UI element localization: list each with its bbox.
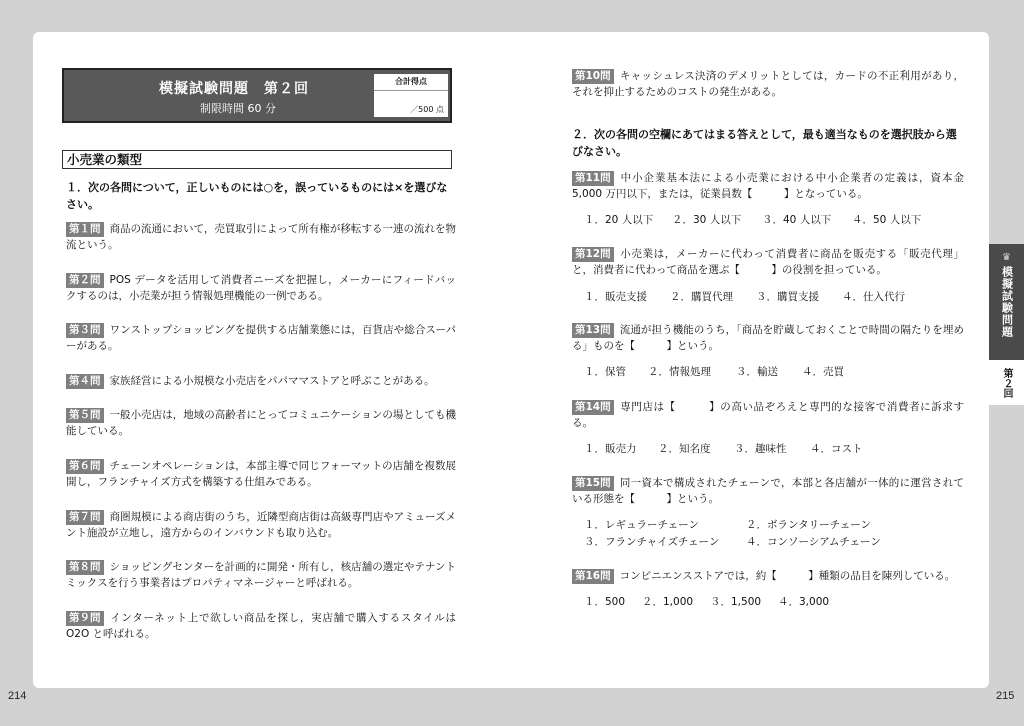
question-text: チェーンオペレーションは，本部主導で同じフォーマットの店舗を複数展開し，フランチャイズ方式を構築する仕組みである。	[66, 460, 456, 488]
question-7	[66, 509, 456, 541]
option[interactable]: １．販売支援	[584, 291, 647, 303]
score-box	[374, 74, 448, 117]
question-label: 第３問	[66, 323, 104, 338]
question-label: 第７問	[66, 510, 104, 525]
question-text: 商品の流通において，売買取引によって所有権が移転する一連の流れを物流という。	[66, 223, 456, 251]
question-label: 第９問	[66, 611, 104, 626]
option[interactable]: ４．仕入代行	[842, 291, 905, 303]
question-text: ショッピングセンターを計画的に開発・所有し，核店舗の選定やテナントミックスを行う事業者はプロパティマネージャーと呼ばれる。	[66, 561, 456, 589]
score-total: ／500 点	[410, 105, 444, 114]
question-label: 第11問	[572, 171, 614, 186]
question-4	[66, 373, 456, 389]
question-label: 第13問	[572, 323, 614, 338]
options-15	[584, 517, 964, 551]
question-label: 第１問	[66, 222, 104, 237]
question-text: 中小企業基本法による小売業における中小企業者の定義は，資本金 5,000 万円以下，または，従業員数【 】となっている。	[572, 172, 964, 200]
question-label: 第12問	[572, 247, 614, 262]
question-label: 第２問	[66, 273, 104, 288]
question-10	[572, 68, 964, 100]
option[interactable]: １．20 人以下	[584, 214, 654, 226]
question-label: 第８問	[66, 560, 104, 575]
question-text: キャッシュレス決済のデメリットとしては，カードの不正利用があり，それを抑止するためのコストの発生がある。	[572, 70, 964, 98]
question-16	[572, 568, 964, 584]
option[interactable]: １．保管	[584, 366, 626, 378]
option[interactable]: １．500	[584, 596, 626, 608]
side-tab-label: 模擬試験問題	[1000, 266, 1014, 338]
question-text: 一般小売店は，地域の高齢者にとってコミュニケーションの場としても機能している。	[66, 409, 456, 437]
option[interactable]: ３．趣味性	[734, 443, 787, 455]
option[interactable]: ４．50 人以下	[852, 214, 922, 226]
question-3	[66, 322, 456, 354]
option[interactable]: ４．コンソーシアムチェーン	[746, 536, 881, 548]
score-label: 合計得点	[395, 77, 427, 86]
question-text: ワンストップショッピングを提供する店舗業態には，百貨店や総合スーパーがある。	[66, 324, 456, 352]
time-limit: 制限時間 60 分	[200, 102, 276, 115]
question-label: 第10問	[572, 69, 614, 84]
question-label: 第５問	[66, 408, 104, 423]
option[interactable]: ４．コスト	[810, 443, 863, 455]
option[interactable]: ２．情報処理	[648, 366, 711, 378]
question-12	[572, 246, 964, 278]
section-title: 小売業の類型	[62, 150, 452, 169]
question-text: 小売業は，メーカーに代わって消費者に商品を販売する「販売代理」と，消費者に代わって商品を選ぶ【 】の役割を担っている。	[572, 248, 964, 276]
question-8	[66, 559, 456, 591]
question-11	[572, 170, 964, 202]
option[interactable]: ３．フランチャイズチェーン	[584, 536, 720, 548]
question-text: 家族経営による小規模な小売店をパパママストアと呼ぶことがある。	[109, 375, 435, 387]
exam-header	[62, 68, 452, 123]
question-15	[572, 475, 964, 507]
side-tab-round-label: 第２回	[1001, 367, 1012, 398]
page-number-right: 215	[996, 690, 1015, 702]
question-text: 商圏規模による商店街のうち，近隣型商店街は高級専門店やアミューズメント施設が立地し，遠方からのインバウンドも取り込む。	[66, 511, 456, 539]
option[interactable]: ３．40 人以下	[762, 214, 832, 226]
question-2	[66, 272, 456, 304]
option[interactable]: ２．購買代理	[670, 291, 733, 303]
question-label: 第４問	[66, 374, 104, 389]
instruction-2: ２．次の各問の空欄にあてはまる答えとして，最も適当なものを選択肢から選びなさい。	[572, 128, 957, 158]
question-label: 第15問	[572, 476, 614, 491]
option[interactable]: ３．購買支援	[756, 291, 819, 303]
exam-title: 模擬試験問題 第２回	[159, 81, 309, 97]
page-number-left: 214	[8, 690, 27, 702]
question-1	[66, 221, 456, 253]
question-5	[66, 407, 456, 439]
option[interactable]: ２．1,000	[642, 596, 694, 608]
side-tab	[989, 244, 1024, 360]
crown-icon: ♛	[1002, 252, 1011, 263]
question-14	[572, 399, 964, 431]
option[interactable]: ４．売買	[802, 366, 844, 378]
question-label: 第６問	[66, 459, 104, 474]
option[interactable]: １．販売力	[584, 443, 637, 455]
option[interactable]: ４．3,000	[778, 596, 830, 608]
question-text: コンビニエンスストアでは，約【 】種類の品目を陳列している。	[619, 570, 956, 582]
question-text: POS データを活用して消費者ニーズを把握し，メーカーにフィードバックするのは，小売業が担う情報処理機能の一例である。	[66, 274, 456, 302]
option[interactable]: １．レギュラーチェーン	[584, 519, 699, 531]
question-text: 流通が担う機能のうち，「商品を貯蔵しておくことで時間の隔たりを埋める」ものを【 】という。	[572, 324, 964, 352]
question-text: 同一資本で構成されたチェーンで，本部と各店舗が一体的に運営されている形態を【 】という。	[572, 477, 964, 505]
option[interactable]: ２．30 人以下	[672, 214, 742, 226]
question-13	[572, 322, 964, 354]
option[interactable]: ２．知名度	[658, 443, 711, 455]
score-divider	[374, 90, 448, 91]
question-label: 第16問	[572, 569, 614, 584]
question-text: 専門店は【 】の高い品ぞろえと専門的な接客で消費者に訴求する。	[572, 401, 964, 429]
side-tab-round	[989, 360, 1024, 405]
option[interactable]: ２．ボランタリーチェーン	[746, 519, 872, 531]
question-6	[66, 458, 456, 490]
question-9	[66, 610, 456, 642]
instruction-1: １．次の各問について，正しいものには○を，誤っているものには×を選びなさい。	[66, 181, 448, 211]
option[interactable]: ３．輸送	[736, 366, 778, 378]
option[interactable]: ３．1,500	[710, 596, 762, 608]
question-label: 第14問	[572, 400, 614, 415]
question-text: インターネット上で欲しい商品を探し，実店舗で購入するスタイルは O2O と呼ばれる。	[66, 612, 456, 640]
